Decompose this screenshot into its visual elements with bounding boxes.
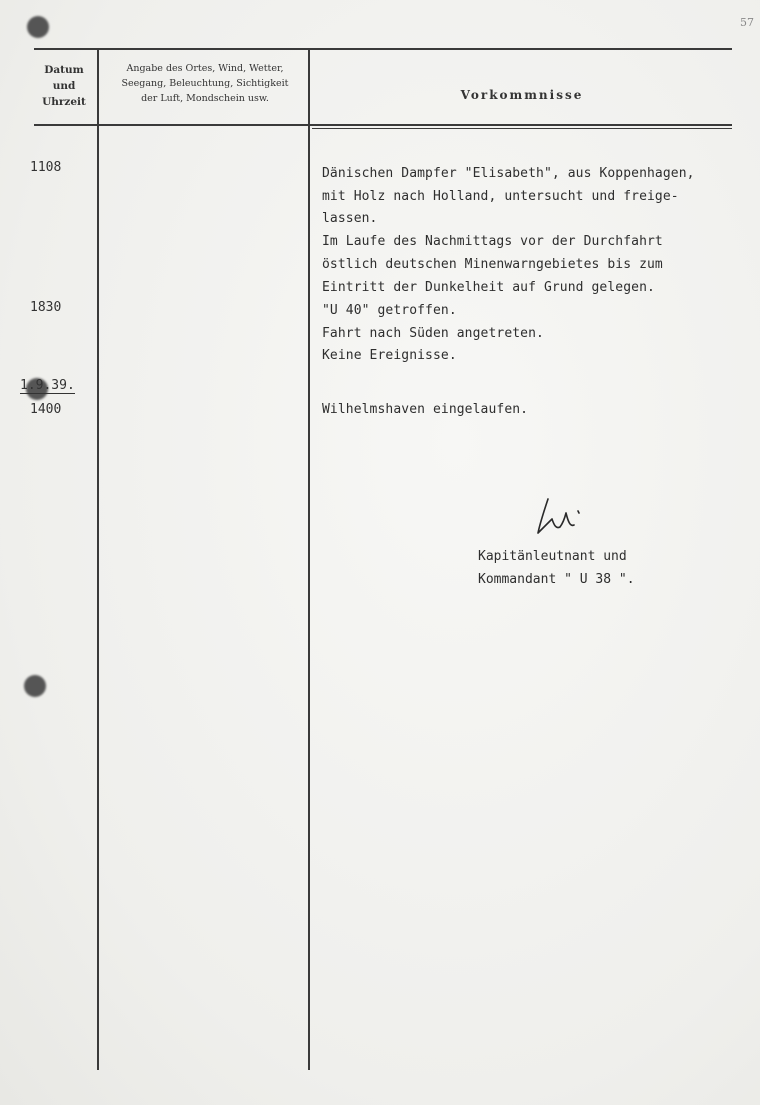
entry-line: Wilhelmshaven eingelaufen.	[322, 402, 529, 417]
entry-line: lassen.	[322, 211, 378, 226]
time-entry-3: 1400	[30, 402, 62, 417]
entry-line: östlich deutschen Minenwarngebietes bis zum	[322, 257, 663, 272]
signature-title: Kommandant " U 38 ".	[478, 572, 635, 587]
entry-line: "U 40" getroffen.	[322, 303, 457, 318]
top-rule	[34, 48, 732, 50]
header-conditions-line2: Seegang, Beleuchtung, Sichtigkeit	[121, 78, 289, 89]
entry-line: Keine Ereignisse.	[322, 348, 457, 363]
header-date-line3: Uhrzeit	[42, 96, 86, 108]
date-entry: 1.9.39.	[20, 378, 75, 393]
column-divider-1	[97, 50, 99, 1070]
entry-line: Eintritt der Dunkelheit auf Grund gelegen.	[322, 280, 655, 295]
header-conditions	[100, 61, 310, 106]
time-entry-2: 1830	[30, 300, 62, 315]
page-number: 57	[740, 16, 754, 29]
punch-hole-bottom	[24, 675, 46, 697]
header-date-line2: und	[52, 80, 76, 92]
header-conditions-line1: Angabe des Ortes, Wind, Wetter,	[126, 63, 284, 74]
header-bottom-rule	[34, 124, 732, 126]
entry-line: Im Laufe des Nachmittags vor der Durchfahrt	[322, 234, 663, 249]
entry-line: Fahrt nach Süden angetreten.	[322, 326, 544, 341]
entry-line: Dänischen Dampfer "Elisabeth", aus Koppenhagen,	[322, 166, 695, 181]
header-date-time	[34, 62, 94, 110]
header-conditions-line3: der Luft, Mondschein usw.	[141, 93, 269, 104]
header-date-line1: Datum	[44, 64, 84, 76]
entry-line: mit Holz nach Holland, untersucht und freige-	[322, 189, 679, 204]
punch-hole-top	[27, 16, 49, 38]
time-entry-1: 1108	[30, 160, 62, 175]
header-inner-rule	[312, 128, 732, 129]
signature-rank: Kapitänleutnant und	[478, 549, 627, 564]
handwritten-signature	[530, 493, 590, 541]
header-events: Vorkommnisse	[460, 88, 584, 102]
column-divider-2	[308, 50, 310, 1070]
